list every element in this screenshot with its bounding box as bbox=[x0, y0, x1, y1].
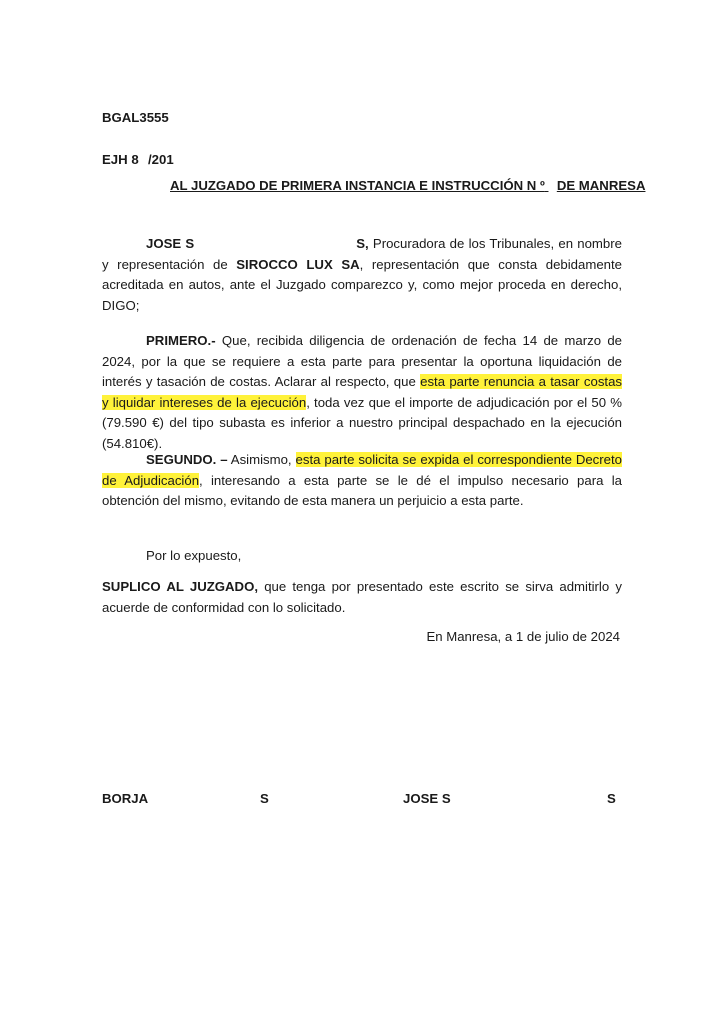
primero-paragraph bbox=[102, 331, 622, 454]
primero-text-1: Que, recibida diligencia de ordenación de fecha 14 de marzo de 2024, por la que se requiere a esta parte para presentar la oportuna liquidación de interés y tasación de costas. Aclarar al respecto, que bbox=[102, 333, 622, 389]
segundo-highlight: esta parte solicita se expida el correspondiente Decreto de Adjudicación bbox=[102, 452, 622, 488]
intro-paragraph bbox=[102, 234, 622, 316]
date-line: En Manresa, a 1 de julio de 2024 bbox=[426, 629, 620, 644]
por-lo-expuesto: Por lo expuesto, bbox=[146, 548, 242, 563]
segundo-text-1: Asimismo, bbox=[227, 452, 296, 467]
intro-text-1: Procuradora de los Tribunales, en nombre y representación de bbox=[102, 236, 622, 272]
court-city: DE MANRESA bbox=[556, 178, 646, 193]
suplico-paragraph bbox=[102, 577, 622, 618]
ejh-prefix: EJH 8 bbox=[102, 152, 139, 167]
signature-right-first: JOSE S bbox=[403, 791, 451, 806]
signature-right-last: S bbox=[607, 791, 616, 806]
signature-left-first: BORJA bbox=[102, 791, 149, 806]
procurator-name-end: S, bbox=[356, 236, 369, 251]
reference-code: BGAL3555 bbox=[102, 110, 169, 125]
court-heading bbox=[170, 176, 645, 196]
suplico-text: que tenga por presentado este escrito se sirva admitirlo y acuerde de conformidad con lo solicitado. bbox=[102, 579, 622, 615]
ejh-suffix: /201 bbox=[148, 152, 174, 167]
company-name: SIROCCO LUX SA bbox=[236, 256, 360, 272]
court-title-gap bbox=[545, 176, 557, 196]
segundo-text-2: , interesando a esta parte se le dé el impulso necesario para la obtención del mismo, evitando de esta manera un perjuicio a esta parte. bbox=[102, 472, 622, 508]
suplico-label: SUPLICO AL JUZGADO, bbox=[102, 579, 258, 594]
segundo-label: SEGUNDO. – bbox=[146, 452, 228, 467]
signature-left-last: S bbox=[260, 791, 269, 806]
court-title: AL JUZGADO DE PRIMERA INSTANCIA E INSTRUCCIÓN N º bbox=[170, 178, 545, 193]
segundo-paragraph bbox=[102, 450, 622, 512]
primero-highlight: esta parte renuncia a tasar costas y liquidar intereses de la ejecución bbox=[102, 374, 623, 410]
primero-text-2: , toda vez que el importe de adjudicación por el 50 % (79.590 €) del tipo subasta es inferior a nuestro principal despachado en la ejecución (54.810€). bbox=[102, 394, 622, 451]
intro-text-2: , representación que consta debidamente acreditada en autos, ante el Juzgado comparezco y, como mejor proceda en derecho, DIGO; bbox=[102, 256, 622, 313]
primero-label: PRIMERO.- bbox=[146, 333, 216, 348]
procurator-name: JOSE S bbox=[146, 236, 195, 251]
